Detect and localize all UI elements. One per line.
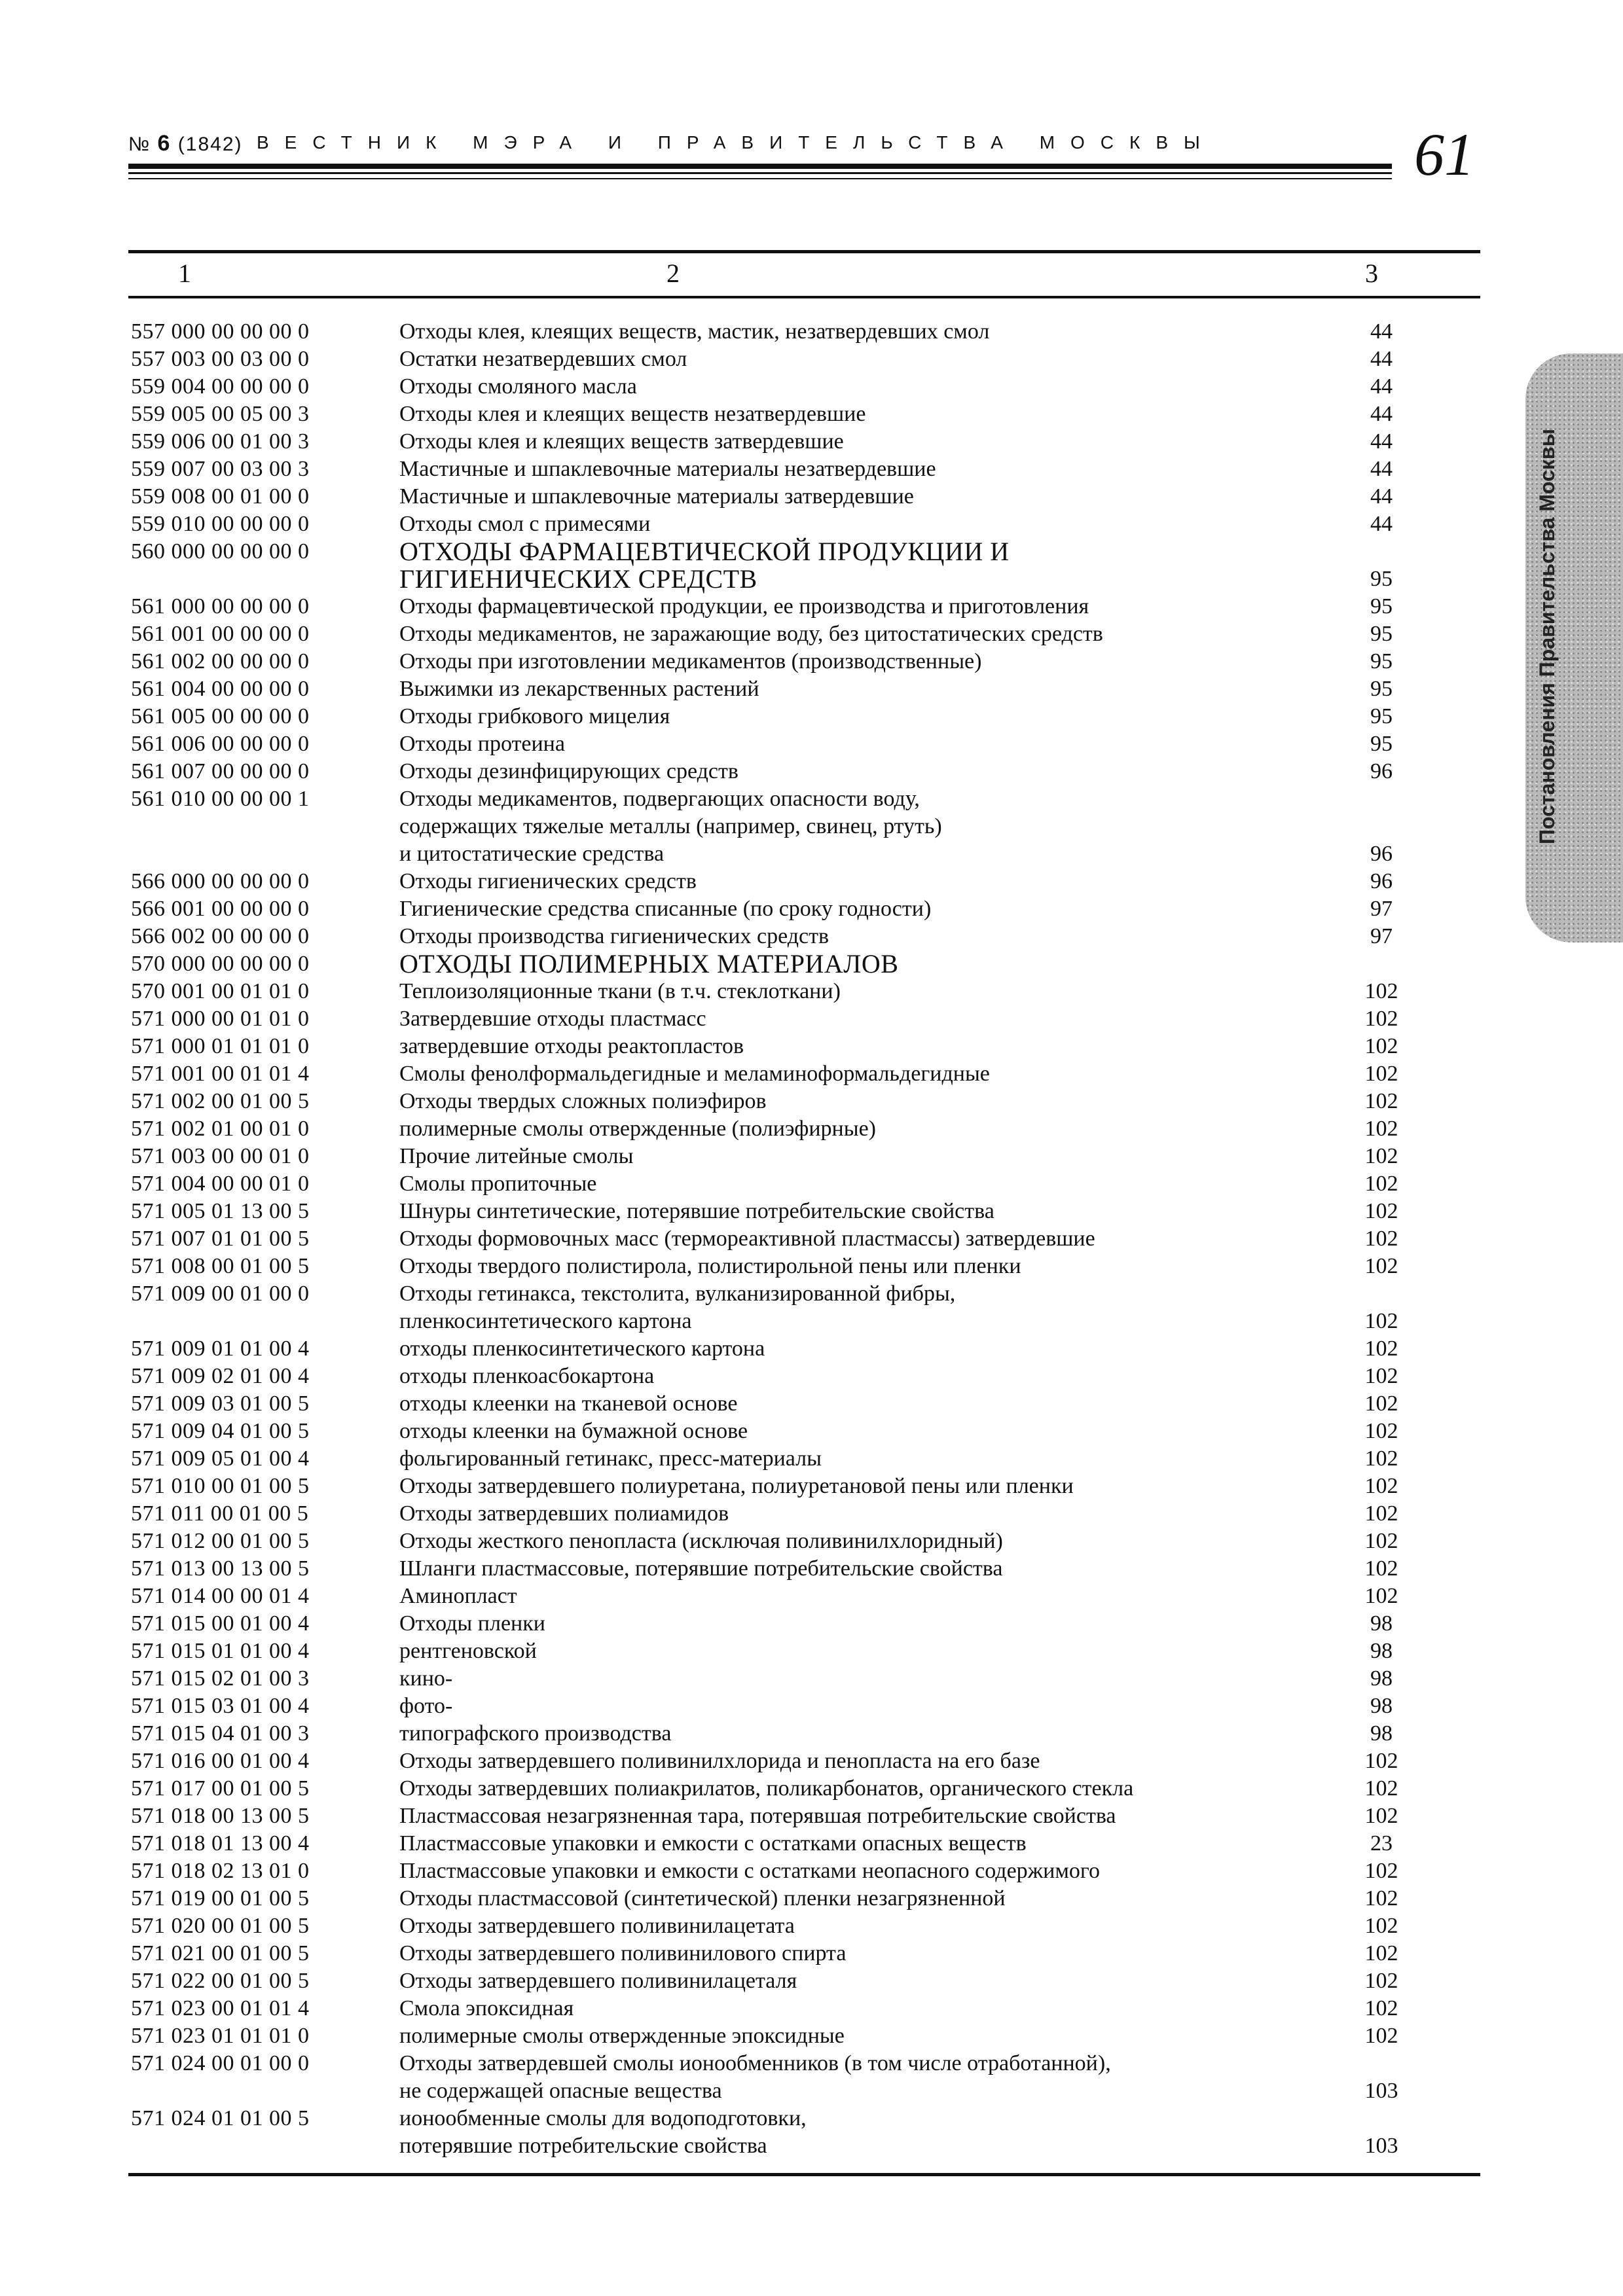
waste-name-line: ионообменные смолы для водоподготовки, bbox=[399, 2106, 807, 2130]
class-number: 44 bbox=[1370, 347, 1393, 371]
issue-number: № 6 (1842) bbox=[128, 131, 243, 156]
waste-name bbox=[399, 1005, 706, 1033]
class-number: 102 bbox=[1364, 1089, 1398, 1113]
waste-name bbox=[399, 1995, 574, 2022]
waste-name bbox=[399, 703, 670, 730]
class-number: 102 bbox=[1364, 1034, 1398, 1058]
waste-name bbox=[399, 318, 989, 346]
waste-code: 571 015 03 01 00 4 bbox=[131, 1694, 310, 1718]
waste-code: 571 012 00 01 00 5 bbox=[131, 1529, 310, 1553]
waste-code: 561 004 00 00 00 0 bbox=[131, 677, 310, 701]
waste-code: 571 022 00 01 00 5 bbox=[131, 1969, 310, 1993]
waste-name bbox=[399, 1253, 1021, 1280]
waste-code: 571 024 00 01 00 0 bbox=[131, 2051, 310, 2075]
header-rule bbox=[128, 164, 1392, 169]
class-number: 102 bbox=[1364, 1474, 1398, 1498]
waste-name-line: Отходы затвердевших полиакрилатов, поликарбонатов, органического стекла bbox=[399, 1776, 1134, 1801]
waste-name bbox=[399, 1335, 765, 1363]
column-header-name: 2 bbox=[666, 259, 680, 288]
class-number: 102 bbox=[1364, 1227, 1398, 1251]
waste-code: 571 024 01 01 00 5 bbox=[131, 2106, 310, 2130]
waste-name bbox=[399, 1775, 1133, 1803]
waste-name bbox=[399, 730, 565, 758]
waste-name-line: ОТХОДЫ ФАРМАЦЕВТИЧЕСКОЙ ПРОДУКЦИИ И bbox=[399, 537, 1010, 566]
waste-name-line: ОТХОДЫ ПОЛИМЕРНЫХ МАТЕРИАЛОВ bbox=[399, 949, 899, 978]
waste-code: 571 004 00 00 01 0 bbox=[131, 1172, 310, 1196]
class-number: 96 bbox=[1370, 759, 1393, 783]
waste-name bbox=[399, 1528, 1003, 1555]
waste-code: 557 003 00 03 00 0 bbox=[131, 347, 310, 371]
waste-name bbox=[399, 785, 942, 868]
waste-name-line: Отходы формовочных масс (термореактивной пластмассы) затвердевшие bbox=[399, 1227, 1095, 1251]
waste-name bbox=[399, 1610, 545, 1638]
waste-name bbox=[399, 923, 829, 950]
waste-name-line: пленкосинтетического картона bbox=[399, 1309, 692, 1333]
waste-code: 571 014 00 00 01 4 bbox=[131, 1584, 310, 1608]
waste-name-line: Мастичные и шпаклевочные материалы затвердевшие bbox=[399, 484, 914, 509]
class-number: 97 bbox=[1370, 924, 1393, 948]
waste-name bbox=[399, 758, 739, 785]
waste-name bbox=[399, 675, 759, 703]
page-header bbox=[128, 131, 1392, 157]
waste-code: 571 018 01 13 00 4 bbox=[131, 1831, 310, 1856]
waste-name bbox=[399, 1830, 1027, 1857]
waste-code: 559 007 00 03 00 3 bbox=[131, 457, 310, 481]
class-number: 95 bbox=[1370, 732, 1393, 756]
waste-name-line: Отходы затвердевшего поливинилхлорида и пенопласта на его базе bbox=[399, 1749, 1040, 1773]
waste-code: 566 001 00 00 00 0 bbox=[131, 897, 310, 921]
waste-code: 571 005 01 13 00 5 bbox=[131, 1199, 310, 1223]
class-number: 44 bbox=[1370, 512, 1393, 536]
class-number: 44 bbox=[1370, 319, 1393, 344]
class-number: 102 bbox=[1364, 1446, 1398, 1471]
waste-name bbox=[399, 2022, 845, 2050]
waste-name-line: Отходы клея и клеящих веществ затвердевшие bbox=[399, 429, 844, 454]
waste-name-line: Отходы твердого полистирола, полистирольной пены или пленки bbox=[399, 1254, 1021, 1278]
waste-name-line: Пластмассовая незагрязненная тара, потерявшая потребительские свойства bbox=[399, 1804, 1116, 1828]
waste-name-line: Отходы пластмассовой (синтетической) пленки незагрязненной bbox=[399, 1886, 1006, 1910]
waste-name-line: Отходы пленки bbox=[399, 1611, 545, 1636]
waste-code: 571 019 00 01 00 5 bbox=[131, 1886, 310, 1910]
waste-name bbox=[399, 2105, 807, 2160]
class-number: 95 bbox=[1370, 567, 1393, 591]
waste-code: 571 018 02 13 01 0 bbox=[131, 1859, 310, 1883]
waste-name-line: Прочие литейные смолы bbox=[399, 1144, 634, 1168]
waste-name bbox=[399, 1198, 994, 1225]
waste-code: 571 009 00 01 00 0 bbox=[131, 1282, 310, 1306]
waste-name-line: Отходы грибкового мицелия bbox=[399, 704, 670, 728]
class-number: 96 bbox=[1370, 869, 1393, 893]
waste-name bbox=[399, 1033, 744, 1060]
waste-name bbox=[399, 648, 981, 675]
waste-name bbox=[399, 346, 687, 373]
class-number: 44 bbox=[1370, 429, 1393, 454]
waste-name bbox=[399, 538, 1010, 593]
waste-name bbox=[399, 456, 936, 483]
waste-name-line: Отходы гетинакса, текстолита, вулканизированной фибры, bbox=[399, 1282, 956, 1306]
waste-name-line: Мастичные и шпаклевочные материалы незатвердевшие bbox=[399, 457, 936, 481]
class-number: 95 bbox=[1370, 677, 1393, 701]
table-top-rule bbox=[128, 250, 1480, 253]
waste-name-line: затвердевшие отходы реактопластов bbox=[399, 1034, 744, 1058]
waste-name-line: отходы пленкосинтетического картона bbox=[399, 1336, 765, 1361]
class-number: 102 bbox=[1364, 1007, 1398, 1031]
waste-name-line: Отходы твердых сложных полиэфиров bbox=[399, 1089, 767, 1113]
class-number: 103 bbox=[1364, 2079, 1398, 2103]
waste-name-line: Отходы жесткого пенопласта (исключая поливинилхлоридный) bbox=[399, 1529, 1003, 1553]
waste-name bbox=[399, 1225, 1095, 1253]
waste-code: 559 008 00 01 00 0 bbox=[131, 484, 310, 509]
class-number: 102 bbox=[1364, 1804, 1398, 1828]
class-number: 102 bbox=[1364, 1969, 1398, 1993]
waste-name bbox=[399, 1967, 797, 1995]
class-number: 102 bbox=[1364, 1556, 1398, 1581]
class-number: 102 bbox=[1364, 1336, 1398, 1361]
class-number: 98 bbox=[1370, 1639, 1393, 1663]
waste-code: 561 007 00 00 00 0 bbox=[131, 759, 310, 783]
waste-code: 561 001 00 00 00 0 bbox=[131, 622, 310, 646]
waste-name-line: Отходы протеина bbox=[399, 732, 565, 756]
waste-name bbox=[399, 1748, 1040, 1775]
table-header-rule bbox=[128, 296, 1480, 298]
waste-code: 570 000 00 00 00 0 bbox=[131, 952, 310, 976]
waste-name bbox=[399, 868, 697, 895]
waste-code: 571 016 00 01 00 4 bbox=[131, 1749, 310, 1773]
waste-name-line: Отходы затвердевшего поливинилового спирта bbox=[399, 1941, 847, 1965]
class-number: 102 bbox=[1364, 1144, 1398, 1168]
waste-name bbox=[399, 1857, 1100, 1885]
waste-code: 571 021 00 01 00 5 bbox=[131, 1941, 310, 1965]
class-number: 102 bbox=[1364, 1584, 1398, 1608]
waste-code: 557 000 00 00 00 0 bbox=[131, 319, 310, 344]
waste-name-line: Гигиенические средства списанные (по сроку годности) bbox=[399, 897, 932, 921]
class-number: 96 bbox=[1370, 842, 1393, 866]
waste-name-line: полимерные смолы отвержденные эпоксидные bbox=[399, 2024, 845, 2048]
waste-code: 561 005 00 00 00 0 bbox=[131, 704, 310, 728]
waste-name-line: Отходы медикаментов, подвергающих опасности воду, bbox=[399, 787, 920, 811]
class-number: 95 bbox=[1370, 622, 1393, 646]
waste-name bbox=[399, 1280, 955, 1335]
waste-code: 571 018 00 13 00 5 bbox=[131, 1804, 310, 1828]
waste-name bbox=[399, 1500, 729, 1528]
waste-name bbox=[399, 1693, 452, 1720]
class-number: 97 bbox=[1370, 897, 1393, 921]
waste-name-line: Отходы дезинфицирующих средств bbox=[399, 759, 739, 783]
waste-code: 571 009 01 01 00 4 bbox=[131, 1336, 310, 1361]
class-number: 102 bbox=[1364, 1199, 1398, 1223]
waste-code: 571 013 00 13 00 5 bbox=[131, 1556, 310, 1581]
waste-name-line: Пластмассовые упаковки и емкости с остатками неопасного содержимого bbox=[399, 1859, 1100, 1883]
class-number: 102 bbox=[1364, 1859, 1398, 1883]
side-tab-label: Постановления Правительства Москвы bbox=[1535, 429, 1559, 844]
waste-name-line: рентгеновской bbox=[399, 1639, 537, 1663]
class-number: 44 bbox=[1370, 402, 1393, 426]
waste-code: 559 005 00 05 00 3 bbox=[131, 402, 310, 426]
waste-code: 571 009 04 01 00 5 bbox=[131, 1419, 310, 1443]
waste-code: 571 002 01 00 01 0 bbox=[131, 1117, 310, 1141]
waste-name-line: потерявшие потребительские свойства bbox=[399, 2134, 767, 2158]
waste-code: 571 000 01 01 01 0 bbox=[131, 1034, 310, 1058]
class-number: 102 bbox=[1364, 2024, 1398, 2048]
class-number: 102 bbox=[1364, 1309, 1398, 1333]
class-number: 102 bbox=[1364, 1529, 1398, 1553]
class-number: 95 bbox=[1370, 704, 1393, 728]
waste-name bbox=[399, 1445, 822, 1473]
waste-code: 571 011 00 01 00 5 bbox=[131, 1501, 309, 1526]
waste-name bbox=[399, 1555, 1002, 1583]
header-rule bbox=[128, 178, 1392, 179]
waste-name bbox=[399, 483, 914, 511]
waste-name-line: Отходы гигиенических средств bbox=[399, 869, 697, 893]
class-number: 98 bbox=[1370, 1611, 1393, 1636]
waste-code: 571 009 05 01 00 4 bbox=[131, 1446, 310, 1471]
class-number: 98 bbox=[1370, 1666, 1393, 1691]
waste-code: 566 002 00 00 00 0 bbox=[131, 924, 310, 948]
publication-title: ВЕСТНИК МЭРА И ПРАВИТЕЛЬСТВА МОСКВЫ bbox=[257, 132, 1216, 152]
class-number: 102 bbox=[1364, 1941, 1398, 1965]
class-number: 44 bbox=[1370, 484, 1393, 509]
waste-code: 571 015 02 01 00 3 bbox=[131, 1666, 310, 1691]
waste-code: 571 003 00 00 01 0 bbox=[131, 1144, 310, 1168]
waste-code: 571 015 01 01 00 4 bbox=[131, 1639, 310, 1663]
class-number: 102 bbox=[1364, 1996, 1398, 2020]
class-number: 102 bbox=[1364, 1172, 1398, 1196]
waste-name bbox=[399, 1060, 990, 1088]
waste-name-line: типографского производства bbox=[399, 1721, 672, 1746]
waste-name bbox=[399, 593, 1089, 620]
waste-code: 571 015 00 01 00 4 bbox=[131, 1611, 310, 1636]
waste-code: 560 000 00 00 00 0 bbox=[131, 539, 310, 564]
waste-name-line: Шнуры синтетические, потерявшие потребительские свойства bbox=[399, 1199, 994, 1223]
waste-code: 559 010 00 00 00 0 bbox=[131, 512, 310, 536]
waste-code: 571 001 00 01 01 4 bbox=[131, 1062, 310, 1086]
waste-name-line: фольгированный гетинакс, пресс-материалы bbox=[399, 1446, 822, 1471]
waste-code: 571 009 03 01 00 5 bbox=[131, 1391, 310, 1416]
class-number: 102 bbox=[1364, 1254, 1398, 1278]
waste-name bbox=[399, 1885, 1006, 1912]
waste-name bbox=[399, 373, 637, 401]
waste-code: 571 000 00 01 01 0 bbox=[131, 1007, 310, 1031]
waste-name-line: отходы пленкоасбокартона bbox=[399, 1364, 655, 1388]
waste-code: 571 008 00 01 00 5 bbox=[131, 1254, 310, 1278]
waste-name-line: полимерные смолы отвержденные (полиэфирные) bbox=[399, 1117, 876, 1141]
waste-name-line: ГИГИЕНИЧЕСКИХ СРЕДСТВ bbox=[399, 564, 757, 594]
waste-code: 571 023 00 01 01 4 bbox=[131, 1996, 310, 2020]
waste-name-line: Смолы пропиточные bbox=[399, 1172, 597, 1196]
waste-name bbox=[399, 950, 898, 978]
waste-code: 571 010 00 01 00 5 bbox=[131, 1474, 310, 1498]
column-header-code: 1 bbox=[178, 259, 191, 288]
waste-code: 571 002 00 01 00 5 bbox=[131, 1089, 310, 1113]
class-number: 102 bbox=[1364, 1886, 1398, 1910]
class-number: 102 bbox=[1364, 1117, 1398, 1141]
waste-code: 566 000 00 00 00 0 bbox=[131, 869, 310, 893]
waste-name-line: Отходы фармацевтической продукции, ее производства и приготовления bbox=[399, 594, 1089, 619]
class-number: 103 bbox=[1364, 2134, 1398, 2158]
waste-name-line: Отходы клея, клеящих веществ, мастик, незатвердевших смол bbox=[399, 319, 990, 344]
page-number: 61 bbox=[1414, 121, 1474, 188]
waste-name bbox=[399, 1912, 795, 1940]
waste-name-line: Смолы фенолформальдегидные и меламиноформальдегидные bbox=[399, 1062, 990, 1086]
waste-name-line: Затвердевшие отходы пластмасс bbox=[399, 1007, 706, 1031]
waste-name-line: Пластмассовые упаковки и емкости с остатками опасных веществ bbox=[399, 1831, 1027, 1856]
waste-name bbox=[399, 1803, 1116, 1830]
waste-name bbox=[399, 1720, 671, 1748]
waste-name bbox=[399, 1638, 537, 1665]
waste-name bbox=[399, 895, 931, 923]
class-number: 44 bbox=[1370, 457, 1393, 481]
waste-code: 559 006 00 01 00 3 bbox=[131, 429, 310, 454]
waste-name-line: Выжимки из лекарственных растений bbox=[399, 677, 759, 701]
table-bottom-rule bbox=[128, 2173, 1480, 2176]
waste-name-line: отходы клеенки на бумажной основе bbox=[399, 1419, 748, 1443]
waste-code: 571 015 04 01 00 3 bbox=[131, 1721, 310, 1746]
waste-name bbox=[399, 1583, 517, 1610]
waste-name bbox=[399, 511, 650, 538]
class-number: 102 bbox=[1364, 1776, 1398, 1801]
waste-name-line: Шланги пластмассовые, потерявшие потребительские свойства bbox=[399, 1556, 1003, 1581]
class-number: 23 bbox=[1370, 1831, 1393, 1856]
waste-name-line: Отходы затвердевшего полиуретана, полиуретановой пены или пленки bbox=[399, 1474, 1074, 1498]
waste-name bbox=[399, 1473, 1074, 1500]
class-number: 98 bbox=[1370, 1721, 1393, 1746]
waste-name-line: Смола эпоксидная bbox=[399, 1996, 574, 2020]
class-number: 102 bbox=[1364, 979, 1398, 1003]
waste-code: 561 006 00 00 00 0 bbox=[131, 732, 310, 756]
waste-name-line: Отходы при изготовлении медикаментов (производственные) bbox=[399, 649, 982, 673]
waste-name bbox=[399, 1143, 633, 1170]
waste-name-line: Отходы затвердевшей смолы ионообменников (в том числе отработанной), bbox=[399, 2051, 1111, 2075]
class-number: 102 bbox=[1364, 1501, 1398, 1526]
waste-code: 561 000 00 00 00 0 bbox=[131, 594, 310, 619]
class-number: 102 bbox=[1364, 1914, 1398, 1938]
waste-name bbox=[399, 1665, 452, 1693]
waste-name bbox=[399, 1088, 767, 1115]
waste-name-line: Отходы затвердевших полиамидов bbox=[399, 1501, 729, 1526]
class-number: 102 bbox=[1364, 1364, 1398, 1388]
waste-code: 571 023 01 01 01 0 bbox=[131, 2024, 310, 2048]
class-number: 102 bbox=[1364, 1391, 1398, 1416]
class-number: 95 bbox=[1370, 594, 1393, 619]
class-number: 95 bbox=[1370, 649, 1393, 673]
waste-code: 571 017 00 01 00 5 bbox=[131, 1776, 310, 1801]
class-number: 102 bbox=[1364, 1062, 1398, 1086]
waste-code: 559 004 00 00 00 0 bbox=[131, 374, 310, 399]
waste-name-line: Отходы затвердевшего поливинилацеталя bbox=[399, 1969, 797, 1993]
column-header-class: 3 bbox=[1365, 259, 1378, 288]
waste-name-line: содержащих тяжелые металлы (например, свинец, ртуть) bbox=[399, 814, 942, 838]
waste-name-line: Отходы затвердевшего поливинилацетата bbox=[399, 1914, 795, 1938]
class-number: 98 bbox=[1370, 1694, 1393, 1718]
waste-name bbox=[399, 620, 1103, 648]
waste-name bbox=[399, 1390, 737, 1418]
waste-name-line: и цитостатические средства bbox=[399, 842, 665, 866]
waste-name-line: Отходы медикаментов, не заражающие воду, без цитостатических средств bbox=[399, 622, 1103, 646]
waste-code: 571 009 02 01 00 4 bbox=[131, 1364, 310, 1388]
header-rule bbox=[128, 172, 1392, 174]
waste-name-line: Отходы производства гигиенических средств bbox=[399, 924, 830, 948]
waste-name-line: Отходы смоляного масла bbox=[399, 374, 637, 399]
waste-name bbox=[399, 1940, 846, 1967]
waste-code: 571 020 00 01 00 5 bbox=[131, 1914, 310, 1938]
waste-name-line: Отходы смол с примесями bbox=[399, 512, 651, 536]
waste-name-line: Остатки незатвердевших смол bbox=[399, 347, 687, 371]
waste-name bbox=[399, 401, 866, 428]
waste-name-line: Теплоизоляционные ткани (в т.ч. стеклоткани) bbox=[399, 979, 841, 1003]
class-number: 102 bbox=[1364, 1419, 1398, 1443]
waste-name bbox=[399, 2050, 1111, 2105]
waste-name-line: не содержащей опасные вещества bbox=[399, 2079, 722, 2103]
waste-code: 571 007 01 01 00 5 bbox=[131, 1227, 310, 1251]
waste-name bbox=[399, 1363, 654, 1390]
waste-name-line: кино- bbox=[399, 1666, 453, 1691]
waste-name-line: фото- bbox=[399, 1694, 453, 1718]
waste-name-line: Отходы клея и клеящих веществ незатвердевшие bbox=[399, 402, 866, 426]
waste-code: 561 002 00 00 00 0 bbox=[131, 649, 310, 673]
class-number: 102 bbox=[1364, 1749, 1398, 1773]
waste-name bbox=[399, 1170, 596, 1198]
waste-name bbox=[399, 1418, 748, 1445]
waste-name bbox=[399, 428, 844, 456]
waste-name bbox=[399, 978, 841, 1005]
class-number: 44 bbox=[1370, 374, 1393, 399]
waste-name bbox=[399, 1115, 876, 1143]
waste-name-line: отходы клеенки на тканевой основе bbox=[399, 1391, 738, 1416]
waste-code: 570 001 00 01 01 0 bbox=[131, 979, 310, 1003]
waste-name-line: Аминопласт bbox=[399, 1584, 517, 1608]
waste-code: 561 010 00 00 00 1 bbox=[131, 787, 310, 811]
